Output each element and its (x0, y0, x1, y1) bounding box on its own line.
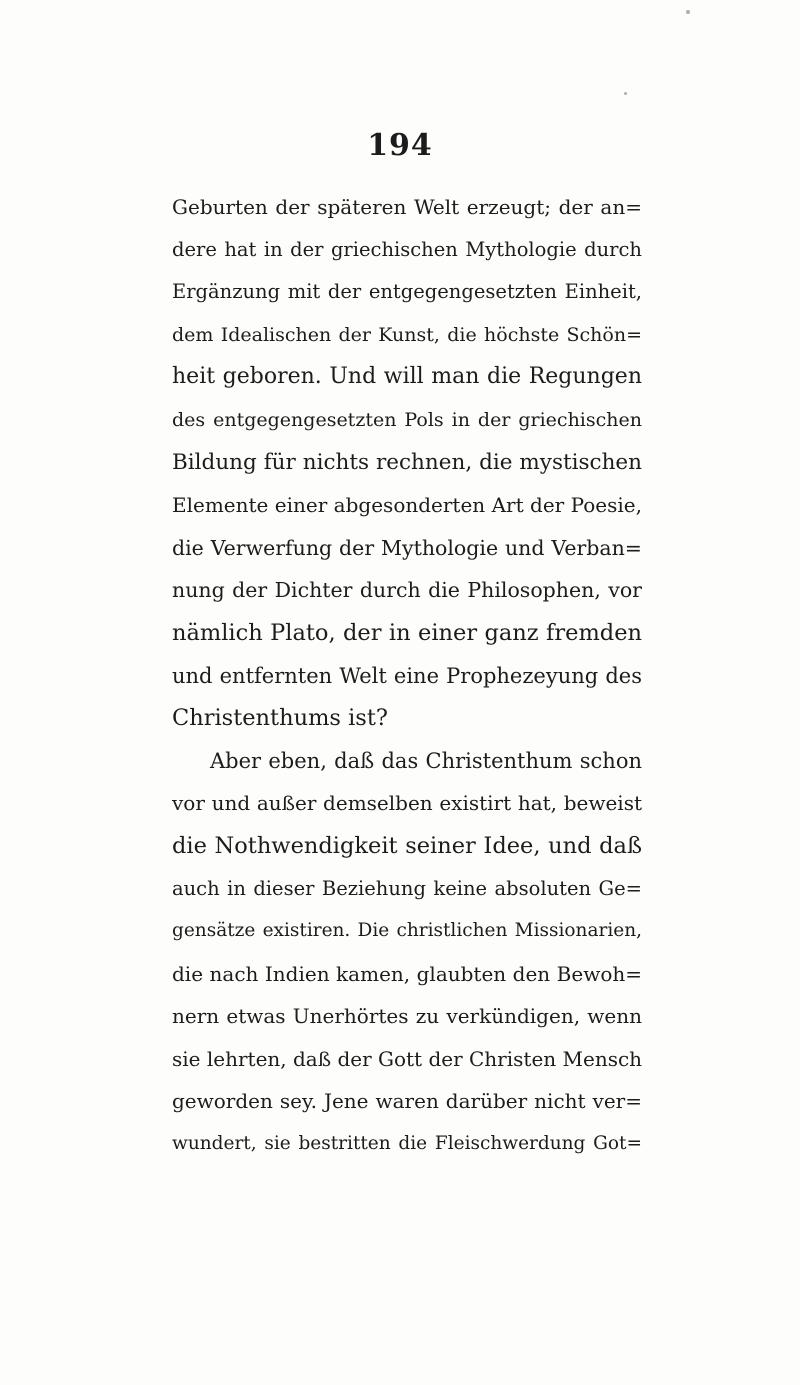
text-line: sie lehrten, daß der Gott der Christen Mensch (172, 1046, 643, 1071)
text-line: die Verwerfung der Mythologie und Verban= (172, 535, 642, 560)
text-line: Elemente einer abgesonderten Art der Poesie, (172, 493, 642, 518)
text-line: die Nothwendigkeit seiner Idee, und daß (172, 832, 642, 859)
text-line: nern etwas Unerhörtes zu verkündigen, wenn (172, 1004, 642, 1029)
text-line: gensätze existiren. Die christlichen Missionarien, (172, 920, 642, 942)
text-line: wundert, sie bestritten die Fleischwerdung Got= (172, 1133, 642, 1155)
text-line: dem Idealischen der Kunst, die höchste Schön= (172, 323, 642, 346)
text-line: vor und außer demselben existirt hat, beweist (172, 791, 642, 816)
text-line: Geburten der späteren Welt erzeugt; der an= (172, 195, 642, 219)
text-line: Ergänzung mit der entgegengesetzten Einheit, (172, 280, 642, 304)
text-line: nämlich Plato, der in einer ganz fremden (172, 619, 642, 646)
print-speck (686, 10, 690, 14)
print-speck (624, 92, 627, 95)
text-line: und entfernten Welt eine Prophezeyung des (172, 663, 642, 688)
paragraph-start-line: Aber eben, daß das Christenthum schon (210, 748, 642, 773)
text-line: heit geboren. Und will man die Regungen (172, 364, 642, 390)
paragraph-end-line: Christenthums ist? (172, 705, 388, 732)
text-line: des entgegengesetzten Pols in der griechischen (172, 408, 642, 431)
text-line: nung der Dichter durch die Philosophen, vor (172, 578, 642, 603)
text-line: dere hat in der griechischen Mythologie durch (172, 237, 642, 261)
text-line: geworden sey. Jene waren darüber nicht ver= (172, 1089, 642, 1114)
text-line: Bildung für nichts rechnen, die mystischen (172, 449, 642, 475)
page-number: 194 (367, 128, 433, 163)
text-line: die nach Indien kamen, glaubten den Bewoh= (172, 961, 642, 986)
body-text (172, 186, 642, 1166)
text-line: auch in dieser Beziehung keine absoluten Ge= (172, 876, 642, 900)
